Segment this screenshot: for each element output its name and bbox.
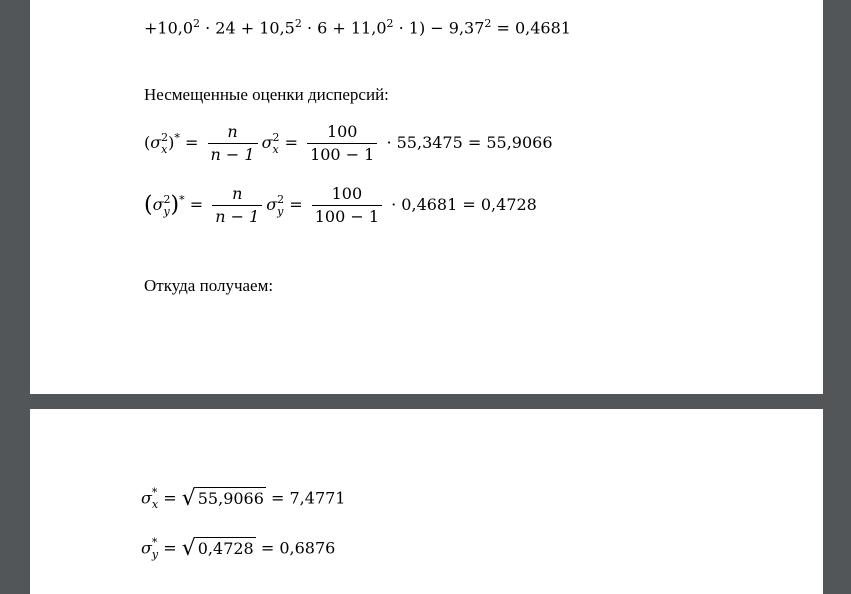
eq-power: 2 [294,17,302,30]
square-root [182,488,266,510]
text-whence-we-get: Откуда получаем: [144,276,274,295]
equals: = [279,133,304,152]
equation-unbiased-variance-y [144,186,537,225]
sigma-symbol: σ [150,133,162,152]
paren-close: ) [168,133,175,152]
sup-sub: 2 y [277,192,285,218]
eq-term: · 1) − 9,37 [393,18,485,38]
eq-result: · 0,4681 = 0,4728 [386,195,537,214]
radicand: 55,9066 [197,489,264,508]
document-page-2 [30,409,823,594]
sigma-symbol: σ [266,195,278,214]
equation-std-dev-x [141,487,345,511]
eq-result: = 7,4771 [265,488,346,508]
equals: = [158,538,182,558]
equals: = [284,195,308,214]
equals: = [158,488,182,508]
sigma-symbol: σ [141,538,152,558]
text-unbiased-estimates: Несмещенные оценки дисперсий: [144,85,389,104]
equals: = [179,133,204,152]
star-superscript: * [179,193,185,207]
equation-variance-y-tail [144,18,571,36]
eq-term: · 6 + 11,0 [301,18,387,38]
sup-sub: 2 x [272,130,280,156]
fraction-n-over-n-minus-1: $\frac{n}{n - 1}$ [212,186,262,225]
paren-close: ) [170,192,180,218]
equals: = [184,195,209,214]
sup-sub: * x [151,486,159,511]
radical-sign: √ [181,536,196,561]
equation-unbiased-variance-x [144,124,553,163]
eq-term: · 24 + 10,5 [200,18,295,38]
eq-term: = 0,4681 [491,18,571,38]
sigma-symbol: σ [141,488,152,508]
equation-std-dev-y [141,537,335,561]
eq-power: 2 [193,17,201,30]
eq-result: · 55,3475 = 55,9066 [381,133,553,152]
sigma-symbol: σ [152,195,164,214]
sup-sub: * y [151,536,159,561]
eq-result: = 0,6876 [255,538,336,558]
radical-sign: √ [181,486,196,511]
eq-power: 2 [386,17,394,30]
sigma-symbol: σ [261,133,273,152]
fraction-n-over-n-minus-1: $\frac{n}{n - 1}$ [208,124,258,163]
fraction-100-over-99: $\frac{100}{100 - 1}$ [307,124,377,163]
eq-power: 2 [484,17,492,30]
sup-sub: 2 y [163,192,171,218]
document-page-1 [30,0,823,394]
star-superscript: * [174,131,180,145]
radicand: 0,4728 [197,539,254,558]
paren-open: ( [144,133,151,152]
square-root [182,538,256,560]
paren-open: ( [144,192,153,218]
eq-term: +10,0 [144,18,194,38]
fraction-100-over-99: $\frac{100}{100 - 1}$ [312,186,382,225]
sup-sub: 2 x [161,130,169,156]
